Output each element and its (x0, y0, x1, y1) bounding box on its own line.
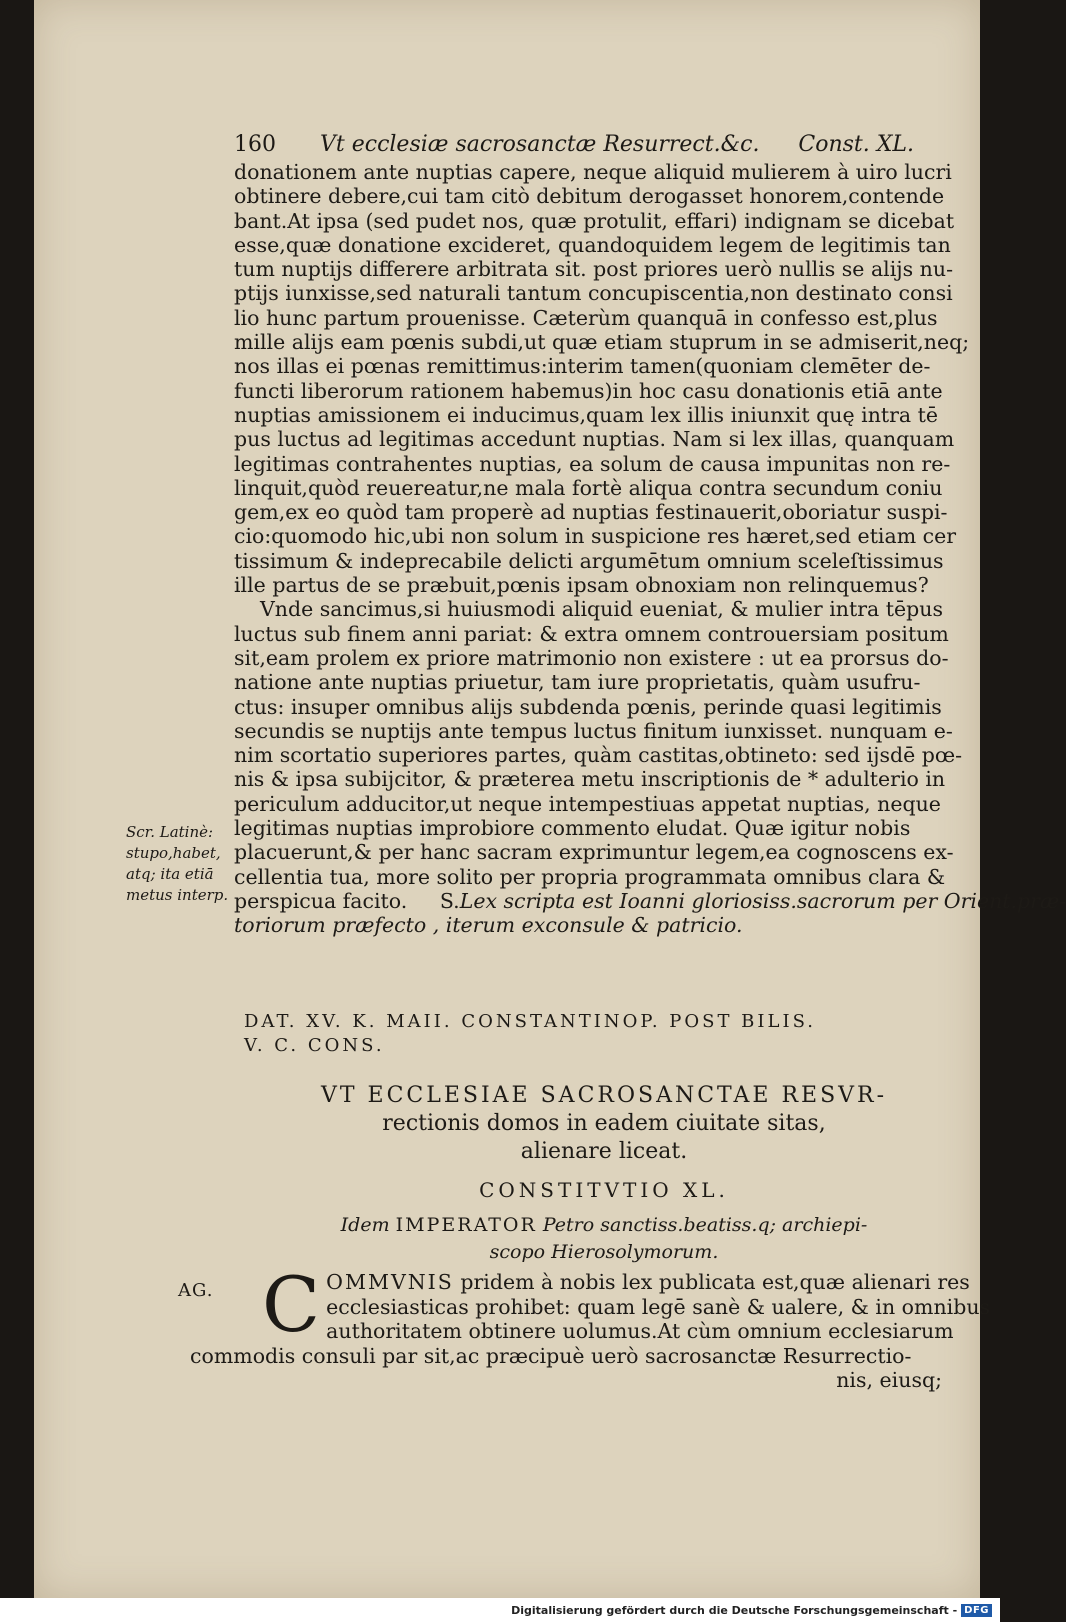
date-line-2: V. C. CONS. (244, 1035, 385, 1056)
page-number: 160 (234, 132, 276, 157)
text-line: sit,eam prolem ex priore matrimonio non existere : ut ea prorsus do- (234, 645, 949, 670)
margin-note (126, 822, 236, 906)
heading-line-1: VT ECCLESIAE SACROSANCTAE RESVR- (320, 1083, 888, 1108)
constitution-title: CONSTITVTIO XL. (479, 1178, 729, 1202)
imperator-word: IMPERATOR (395, 1214, 537, 1236)
text-line: nos illas ei pœnas remittimus:interim tamen(quoniam clemēter de- (234, 354, 931, 379)
running-title: Vt ecclesiæ sacrosanctæ Resurrect.&c. (320, 132, 760, 157)
text-line: ille partus de se præbuit,pœnis ipsam obnoxiam non relinquemus? (234, 573, 929, 598)
subscription-text: Lex scripta est Ioanni gloriosiss.sacrorum per Orient.præ- (459, 888, 1066, 913)
subscription-text-2: toriorum præfecto , iterum exconsule & patricio. (234, 913, 743, 938)
text-line: lio hunc partum prouenisse. Cæterùm quanquā in confesso est,plus (234, 305, 938, 330)
text-line: cellentia tua, more solito per propria programmata omnibus clara & (234, 864, 946, 889)
margin-note-line: stupo,habet, (126, 844, 221, 862)
running-constitution: Const. XL. (798, 132, 914, 157)
text-line: placuerunt,& per hanc sacram exprimuntur legem,ea cognoscens ex- (234, 840, 954, 865)
text-line: luctus sub finem anni pariat: & extra omnem controuersiam positum (234, 621, 949, 646)
book-page (34, 0, 1066, 1598)
margin-note-line: atq; ita etiā (126, 865, 214, 883)
text-line: nis & ipsa subijcitor, & præterea metu inscriptionis de * adulterio in (234, 767, 946, 792)
running-head (234, 132, 914, 157)
imperator-line (254, 1212, 954, 1266)
date-line (244, 1010, 944, 1058)
text-line: Vnde sancimus,si huiusmodi aliquid eueniat, & mulier intra tēpus (260, 597, 943, 622)
main-text (234, 160, 1066, 938)
footer-bar (0, 1598, 1000, 1622)
margin-ag: AG. (178, 1280, 214, 1301)
text-line: mille alijs eam pœnis subdi,ut quæ etiam stuprum in se admiserit,neq; (234, 330, 970, 355)
margin-note-line: Scr. Latinè: (126, 823, 214, 841)
heading-line-2: rectionis domos in eadem ciuitate sitas, (382, 1111, 826, 1136)
text-line: legitimas nuptias improbiore commento eludat. Quæ igitur nobis (234, 816, 911, 841)
imperator-address-2: scopo Hierosolymorum. (489, 1241, 719, 1263)
date-line-1: DAT. XV. K. MAII. CONSTANTINOP. POST BILIS. (244, 1011, 816, 1032)
text-line-end: perspicua facito. (234, 888, 408, 913)
imperator-address: Petro sanctiss.beatiss.q; archiepi- (542, 1214, 868, 1236)
text-line (234, 888, 1066, 913)
text-line: legitimas contrahentes nuptias, ea solum de causa impunitas non re- (234, 451, 951, 476)
text-line: pus luctus ad legitimas accedunt nuptias. Nam si lex illas, quanquam (234, 427, 955, 452)
text-line: pridem à nobis lex publicata est,quæ alienari res (460, 1270, 970, 1294)
text-line: secundis se nuptijs ante tempus luctus finitum iunxisset. nunquam e- (234, 718, 953, 743)
text-line: nis, eiusq; (836, 1368, 942, 1392)
margin-note-line: metus interp. (126, 886, 229, 904)
text-line: tissimum & indeprecabile delicti argumētum omnium sceleſtissimus (234, 548, 944, 573)
text-line: nim scortatio superiores partes, quàm castitas,obtineto: sed ijsdē pœ- (234, 743, 963, 768)
text-line: ptijs iunxisse,sed naturali tantum concupiscentia,non destinato consi (234, 281, 953, 306)
first-word: OMMVNIS (326, 1270, 454, 1294)
text-line: gem,ex eo quòd tam properè ad nuptias festinauerit,oboriatur suspi- (234, 500, 948, 525)
text-line: donationem ante nuptias capere, neque aliquid mulierem à uiro lucri (234, 160, 952, 184)
text-line: periculum adducitor,ut neque intempestiuas appetat nuptias, neque (234, 791, 941, 816)
dfg-logo: DFG (961, 1604, 992, 1617)
section-heading (254, 1082, 954, 1166)
text-line: tum nuptijs differere arbitrata sit. post priores uerò nullis se alijs nu- (234, 257, 954, 282)
text-line: functi liberorum rationem habemus)in hoc casu donationis etiā ante (234, 378, 943, 403)
text-line: bant.At ipsa (sed pudet nos, quæ protulit, effari) indignam se dicebat (234, 208, 955, 233)
text-line: authoritatem obtinere uolumus.At cùm omnium ecclesiarum (326, 1319, 954, 1343)
drop-cap: C (262, 1260, 321, 1349)
text-line: natione ante nuptias priuetur, tam iure proprietatis, quàm usufru- (234, 670, 921, 695)
footer-text: Digitalisierung gefördert durch die Deutsche Forschungsgemeinschaft - (511, 1603, 958, 1617)
text-line: ecclesiasticas prohibet: quam legē sanè & ualere, & in omnibus (326, 1294, 991, 1319)
text-line: esse,quæ donatione excideret, quandoquidem legem de legitimis tan (234, 232, 951, 257)
text-line: nuptias amissionem ei inducimus,quam lex illis iniunxit quę intra tē (234, 402, 939, 427)
subscription-prefix: S. (439, 888, 460, 913)
idem-word: Idem (340, 1214, 390, 1236)
text-line: ctus: insuper omnibus alijs subdenda pœnis, perinde quasi legitimis (234, 694, 942, 719)
heading-line-3: alienare liceat. (520, 1139, 688, 1164)
text-line: cio:quomodo hic,ubi non solum in suspicione res hæret,sed etiam cer (234, 524, 957, 549)
text-line: obtinere debere,cui tam citò debitum derogasset honorem,contende (234, 184, 945, 209)
text-line: commodis consuli par sit,ac præcipuè uerò sacrosanctæ Resurrectio- (190, 1343, 912, 1368)
text-line: linquit,quòd reuereatur,ne mala fortè aliqua contra secundum coniu (234, 475, 943, 500)
